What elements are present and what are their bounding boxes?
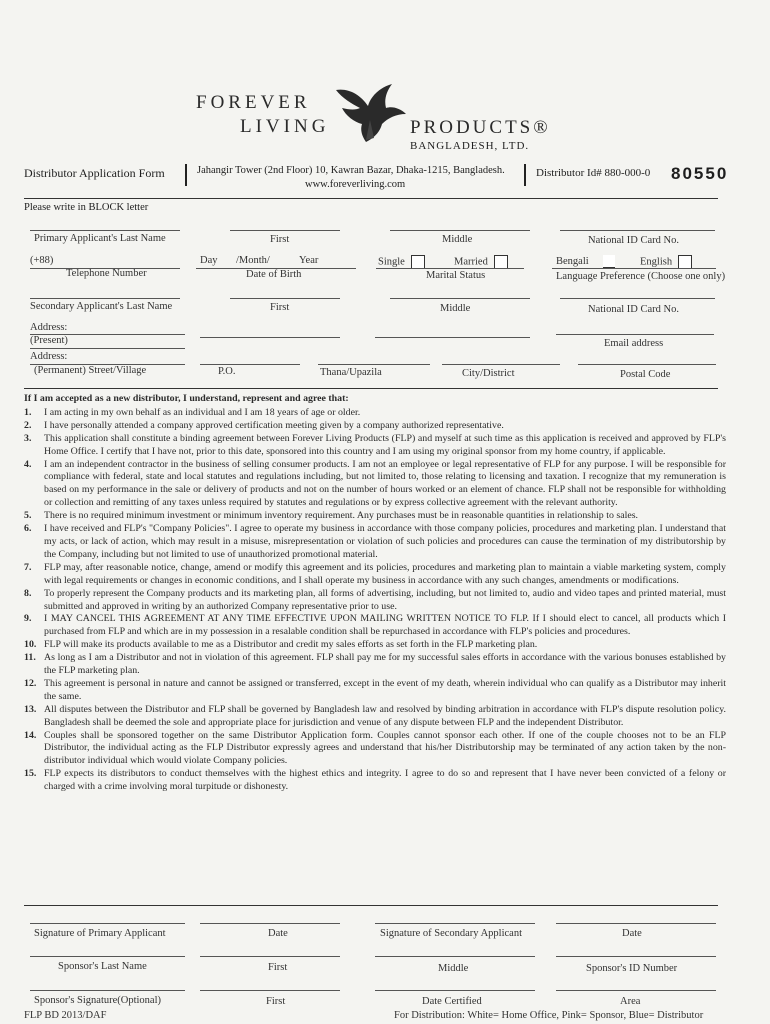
eagle-logo-icon <box>330 80 410 153</box>
date2-label: Date <box>622 928 642 939</box>
present-label: (Present) <box>30 335 68 346</box>
email-line[interactable] <box>556 334 714 335</box>
date-certified-line[interactable] <box>375 990 535 991</box>
term-number: 1. <box>24 406 32 418</box>
term-number: 8. <box>24 587 32 599</box>
primary-last-name-line <box>30 230 180 231</box>
bengali-label: Bengali <box>556 255 589 267</box>
term-item <box>24 510 726 523</box>
primary-middle-label[interactable]: Middle <box>442 234 473 245</box>
dob-year: Year <box>299 255 319 266</box>
logo-products: PRODUCTS® <box>410 117 551 138</box>
marital-married-option[interactable] <box>454 255 508 269</box>
term-text: I have personally attended a company approved certification meeting given by a company authorized representative. <box>44 419 504 431</box>
term-number: 15. <box>24 768 37 780</box>
block-letter-instruction: Please write in BLOCK letter <box>24 202 149 213</box>
first3-line[interactable] <box>200 990 340 991</box>
term-text: FLP will make its products available to me as a Distributor and credit my sales efforts as set forth in the FLP marketing plan. <box>44 639 538 651</box>
first3-label: First <box>266 996 286 1007</box>
bengali-checkbox[interactable] <box>603 255 615 268</box>
secondary-first-label[interactable]: First <box>270 302 290 313</box>
married-checkbox[interactable] <box>494 255 508 269</box>
term-item <box>24 768 726 794</box>
form-code: FLP BD 2013/DAF <box>24 1010 107 1021</box>
logo-living: LIVING <box>240 116 330 137</box>
sponsor-last-name-label: Sponsor's Last Name <box>58 961 147 972</box>
terms-list <box>24 393 726 794</box>
marital-line <box>376 268 524 269</box>
website: www.foreverliving.com <box>305 179 406 190</box>
present-address-label: Address: <box>30 322 68 333</box>
primary-middle-line <box>390 230 530 231</box>
term-number: 7. <box>24 561 32 573</box>
office-address: Jahangir Tower (2nd Floor) 10, Kawran Bazar, Dhaka-1215, Bangladesh. <box>197 165 505 176</box>
term-text: All disputes between the Distributor and FLP shall be governed by Bangladesh law and resolved by binding arbitration in accordance with FLP's dispute resolution policy. Bangladesh shall be deemed the sole and appropriate place for jurisdiction and venue of any dispute between FLP and the independent Distributor. <box>44 703 726 728</box>
term-text: As long as I am a Distributor and not in violation of this agreement. FLP shall pay me for my successful sales efforts in accordance with the various bonuses established by the FLP marketing plan. <box>44 652 726 677</box>
primary-signature-label: Signature of Primary Applicant <box>34 928 166 939</box>
sponsor-middle-label: Middle <box>438 963 469 974</box>
marital-single-option[interactable] <box>378 255 425 269</box>
permanent-street-label: (Permanent) Street/Village <box>34 365 147 376</box>
term-item <box>24 730 726 769</box>
copy-distribution: For Distribution: White= Home Office, Pink= Sponsor, Blue= Distributor <box>394 1010 704 1021</box>
term-text: There is no required minimum investment or minimum inventory requirement. Any purchases must be in reasonable quantities in relationship to sales. <box>44 510 639 522</box>
permanent-address-label: Address: <box>30 351 68 362</box>
logo-forever: FOREVER <box>196 92 311 113</box>
language-english-option[interactable] <box>640 255 692 269</box>
secondary-signature-label: Signature of Secondary Applicant <box>380 928 523 939</box>
term-text: FLP expects its distributors to conduct themselves with the highest ethics and integrity. I agree to do so and represent that I have never been convicted of a felony or charged with a crime involving moral turpitude or dishonesty. <box>44 768 726 793</box>
area-label: Area <box>620 996 641 1007</box>
term-text: FLP may, after reasonable notice, change, amend or modify this agreement and its policies, procedures and marketing plan to maintain a viable marketing system, comply with legal requirements or changes in economic conditions, and I shall operate my business in accordance with any such changes, amendments or modifications. <box>44 561 726 586</box>
distributor-id-number: 80550 <box>671 164 729 183</box>
form-title: Distributor Application Form <box>24 166 165 180</box>
po-label: P.O. <box>218 366 236 377</box>
sponsor-middle-line[interactable] <box>375 956 535 957</box>
date1-label: Date <box>268 928 288 939</box>
terms-top-rule <box>24 388 718 389</box>
logo-country: BANGLADESH, LTD. <box>410 140 530 152</box>
email-label: Email address <box>604 338 664 349</box>
secondary-national-id-label[interactable]: National ID Card No. <box>588 304 679 315</box>
term-item <box>24 459 726 511</box>
primary-first-label[interactable]: First <box>270 234 290 245</box>
header-divider-left <box>185 164 187 186</box>
term-number: 5. <box>24 510 32 522</box>
single-label: Single <box>378 256 405 268</box>
secondary-national-id-line <box>560 298 715 299</box>
term-text: Couples shall be sponsored together on the same Distributor Application form. Couples cannot sponsor each other. If one of the couple chooses not to be an FLP Distributor, the individual acting as the FLP Distributor expressly agrees and understand that his/her Distributorship may be terminated of any action taken by the non-distributor individual which would violate Company policies. <box>44 729 726 767</box>
term-item <box>24 639 726 652</box>
primary-first-line <box>230 230 340 231</box>
term-text: I am an independent contractor in the business of selling consumer products. I am not an employee or legal representative of FLP for any purpose. I will be responsible for compliance with federal, state and local statutes and regulations including, but not limited to, those relating to licensing and taxation. I recognize that my remuneration is based on my performance in the sale or delivery of products and not on the number of hours worked or an element of chance. FLP shall not be responsible for withholding or collection and remitting of any taxes unless required by statutes and regulations or by express collective agreement with the relevant authority. <box>44 458 726 509</box>
term-number: 9. <box>24 613 32 625</box>
secondary-first-line <box>230 298 340 299</box>
secondary-middle-line <box>390 298 530 299</box>
thana-label: Thana/Upazila <box>320 367 382 378</box>
city-line[interactable] <box>442 364 560 365</box>
date1-line[interactable] <box>200 923 340 924</box>
sponsor-last-line[interactable] <box>30 956 185 957</box>
term-number: 6. <box>24 523 32 535</box>
thana-line[interactable] <box>318 364 430 365</box>
sponsor-first-line[interactable] <box>200 956 340 957</box>
date2-line[interactable] <box>556 923 716 924</box>
term-item <box>24 420 726 433</box>
term-number: 13. <box>24 703 37 715</box>
date-certified-label: Date Certified <box>422 996 482 1007</box>
term-item <box>24 613 726 639</box>
city-label: City/District <box>462 368 515 379</box>
term-text: I MAY CANCEL THIS AGREEMENT AT ANY TIME EFFECTIVE UPON MAILING WRITTEN NOTICE TO FLP. If I should elect to cancel, all products which I purchased from FLP and which are in my possession in a resalable condition shall be repurchased in accordance with FLP's policies and procedures. <box>44 613 726 638</box>
postal-label: Postal Code <box>620 369 671 380</box>
term-number: 10. <box>24 639 37 651</box>
sponsor-first-label: First <box>268 962 288 973</box>
distributor-id-label: Distributor Id# 880-000-0 <box>536 167 651 179</box>
term-number: 12. <box>24 677 37 689</box>
sponsor-id-line[interactable] <box>556 956 716 957</box>
dob-month: /Month/ <box>236 255 270 266</box>
married-label: Married <box>454 256 488 268</box>
term-item <box>24 588 726 614</box>
sponsor-signature-line[interactable] <box>30 990 185 991</box>
term-item <box>24 652 726 678</box>
term-number: 2. <box>24 419 32 431</box>
phone-prefix: (+88) <box>30 255 54 266</box>
header-rule <box>24 198 718 199</box>
area-line[interactable] <box>556 990 716 991</box>
language-label: Language Preference (Choose one only) <box>556 271 726 282</box>
term-item <box>24 704 726 730</box>
term-number: 3. <box>24 432 32 444</box>
primary-signature-line[interactable] <box>30 923 185 924</box>
sponsor-signature-label: Sponsor's Signature(Optional) <box>34 995 162 1006</box>
sponsor-id-label: Sponsor's ID Number <box>586 963 678 974</box>
term-item <box>24 562 726 588</box>
term-text: I am acting in my own behalf as an individual and I am 18 years of age or older. <box>44 406 361 418</box>
term-number: 4. <box>24 458 32 470</box>
telephone-label: Telephone Number <box>66 268 147 279</box>
dob-day: Day <box>200 255 218 266</box>
po-line[interactable] <box>200 364 300 365</box>
terms-intro: If I am accepted as a new distributor, I understand, represent and agree that: <box>24 393 349 404</box>
dob-label: Date of Birth <box>246 269 302 280</box>
header-divider-right <box>524 164 526 186</box>
term-item <box>24 678 726 704</box>
secondary-middle-label[interactable]: Middle <box>440 303 471 314</box>
terms-bottom-rule <box>24 905 718 906</box>
secondary-last-name-label[interactable]: Secondary Applicant's Last Name <box>30 301 173 312</box>
present-address-line-2 <box>30 348 185 349</box>
english-checkbox[interactable] <box>678 255 692 269</box>
term-item <box>24 407 726 420</box>
primary-last-name-label[interactable]: Primary Applicant's Last Name <box>34 233 166 244</box>
national-id-label[interactable]: National ID Card No. <box>588 235 679 246</box>
term-number: 11. <box>24 652 36 664</box>
term-text: This application shall constitute a binding agreement between Forever Living Products (FLP) and myself at such time as this application is received and approved by FLP's Home Office. I certify that I have not, prior to this date, sponsored into this country and I am using my original sponsor from my home country, if applicable. <box>44 432 726 457</box>
secondary-signature-line[interactable] <box>375 923 535 924</box>
present-po-line <box>200 337 340 338</box>
term-item <box>24 433 726 459</box>
term-text: To properly represent the Company products and its marketing plan, all forms of advertising, including, but not limited to, audio and video tapes and printed material, must submitted and approved in writing by an authorized Company representative prior to use. <box>44 587 726 612</box>
language-line <box>552 268 716 269</box>
national-id-line <box>560 230 715 231</box>
term-number: 14. <box>24 729 37 741</box>
postal-line[interactable] <box>578 364 716 365</box>
present-thana-line <box>375 337 530 338</box>
language-bengali-option[interactable] <box>556 255 615 268</box>
term-text: I have received and FLP's "Company Policies". I agree to operate my business in accordance with those company policies, procedures and marketing plan. I understand that my acts, or lack of action, which may result in a misuse, misrepresentation or violation of such policies and procedures can cause the termination of my distributorship by the Company, including but not limited to use of unauthorized promotional material. <box>44 523 726 560</box>
term-item <box>24 523 726 562</box>
single-checkbox[interactable] <box>411 255 425 269</box>
english-label: English <box>640 256 673 268</box>
marital-label: Marital Status <box>426 270 486 281</box>
term-text: This agreement is personal in nature and cannot be assigned or transferred, except in the event of my death, wherein individual who can qualify as a Distributor may inherit the same. <box>44 677 726 702</box>
secondary-last-name-line <box>30 298 180 299</box>
